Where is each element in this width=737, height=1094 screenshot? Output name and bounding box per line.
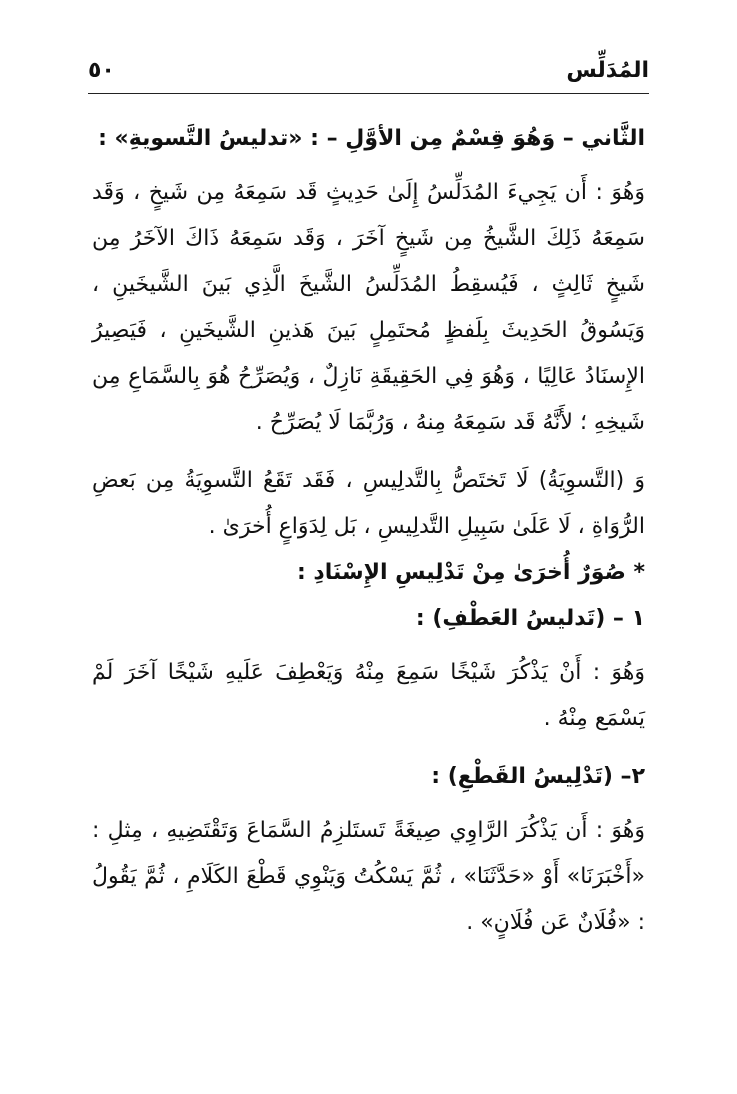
page-body xyxy=(92,116,645,946)
running-header xyxy=(88,52,649,92)
paragraph-tadlis-qat: وَهُوَ : أَن يَذْكُرَ الرَّاوِي صِيغَةً تَستَلزِمُ السَّمَاعَ وَتَقْتَضِيهِ ، مِثلِ : «أَخْبَرَنَا» أَوْ «حَدَّثَنَا» ، ثُمَّ يَسْكُتُ وَيَنْوِي قَطْعَ الكَلَامِ ، ثُمَّ يَقُولُ : «فُلَانٌ عَن فُلَانٍ» . xyxy=(92,818,645,935)
heading-tadlis-qat: ٢– (تَدْلِيسُ القَطْعِ) : xyxy=(431,764,645,789)
paragraph-taswiya-definition: وَهُوَ : أَن يَجِيءَ المُدَلِّسُ إِلَىٰ حَدِيثٍ قَد سَمِعَهُ مِن شَيخٍ ، وَقَد سَمِعَهُ ذَلِكَ الشَّيخُ مِن شَيخٍ آخَرَ ، وَقَد سَمِعَهُ ذَاكَ الآخَرُ مِن شَيخٍ ثَالِثٍ ، فَيُسقِطُ المُدَلِّسُ الشَّيخَ الَّذِي بَينَ الشَّيخَينِ ، وَيَسُوقُ الحَدِيثَ بِلَفظٍ مُحتَمِلٍ بَينَ هَذينِ الشَّيخَينِ ، فَيَصِيرُ الإِسنَادُ عَالِيًا ، وَهُوَ فِي الحَقِيقَةِ نَازِلٌ ، وَيُصَرِّحُ هُوَ بِالسَّمَاعِ مِن شَيخِهِ ؛ لأَنَّهُ قَد سَمِعَهُ مِنهُ ، وَرُبَّمَا لَا يُصَرِّحُ . xyxy=(92,180,645,435)
header-title: المُدَلِّس xyxy=(566,58,649,83)
heading-taswiya: الثَّاني – وَهُوَ قِسْمٌ مِن الأوَّلِ – : «تدليسُ التَّسويةِ» : xyxy=(98,126,645,151)
heading-other-forms: * صُوَرٌ أُخرَىٰ مِنْ تَدْلِيسِ الإِسْنَادِ : xyxy=(296,560,645,585)
heading-tadlis-atf: ١ – (تَدليسُ العَطْفِ) : xyxy=(415,606,645,631)
paragraph-taswiya-note: وَ (التَّسوِيَةُ) لَا تَختَصُّ بِالتَّدلِيسِ ، فَقَد تَقَعُ التَّسوِيَةُ مِن بَعضِ الرُّوَاةِ ، لَا عَلَىٰ سَبِيلِ التَّدلِيسِ ، بَل لِدَوَاعٍ أُخرَىٰ . xyxy=(92,468,645,539)
paragraph-tadlis-atf: وَهُوَ : أَنْ يَذْكُرَ شَيْخًا سَمِعَ مِنْهُ وَيَعْطِفَ عَلَيهِ شَيْخًا آخَرَ لَمْ يَسْمَع مِنْهُ . xyxy=(92,660,645,731)
header-divider xyxy=(88,93,649,94)
page-number: ٥٠ xyxy=(88,58,115,83)
